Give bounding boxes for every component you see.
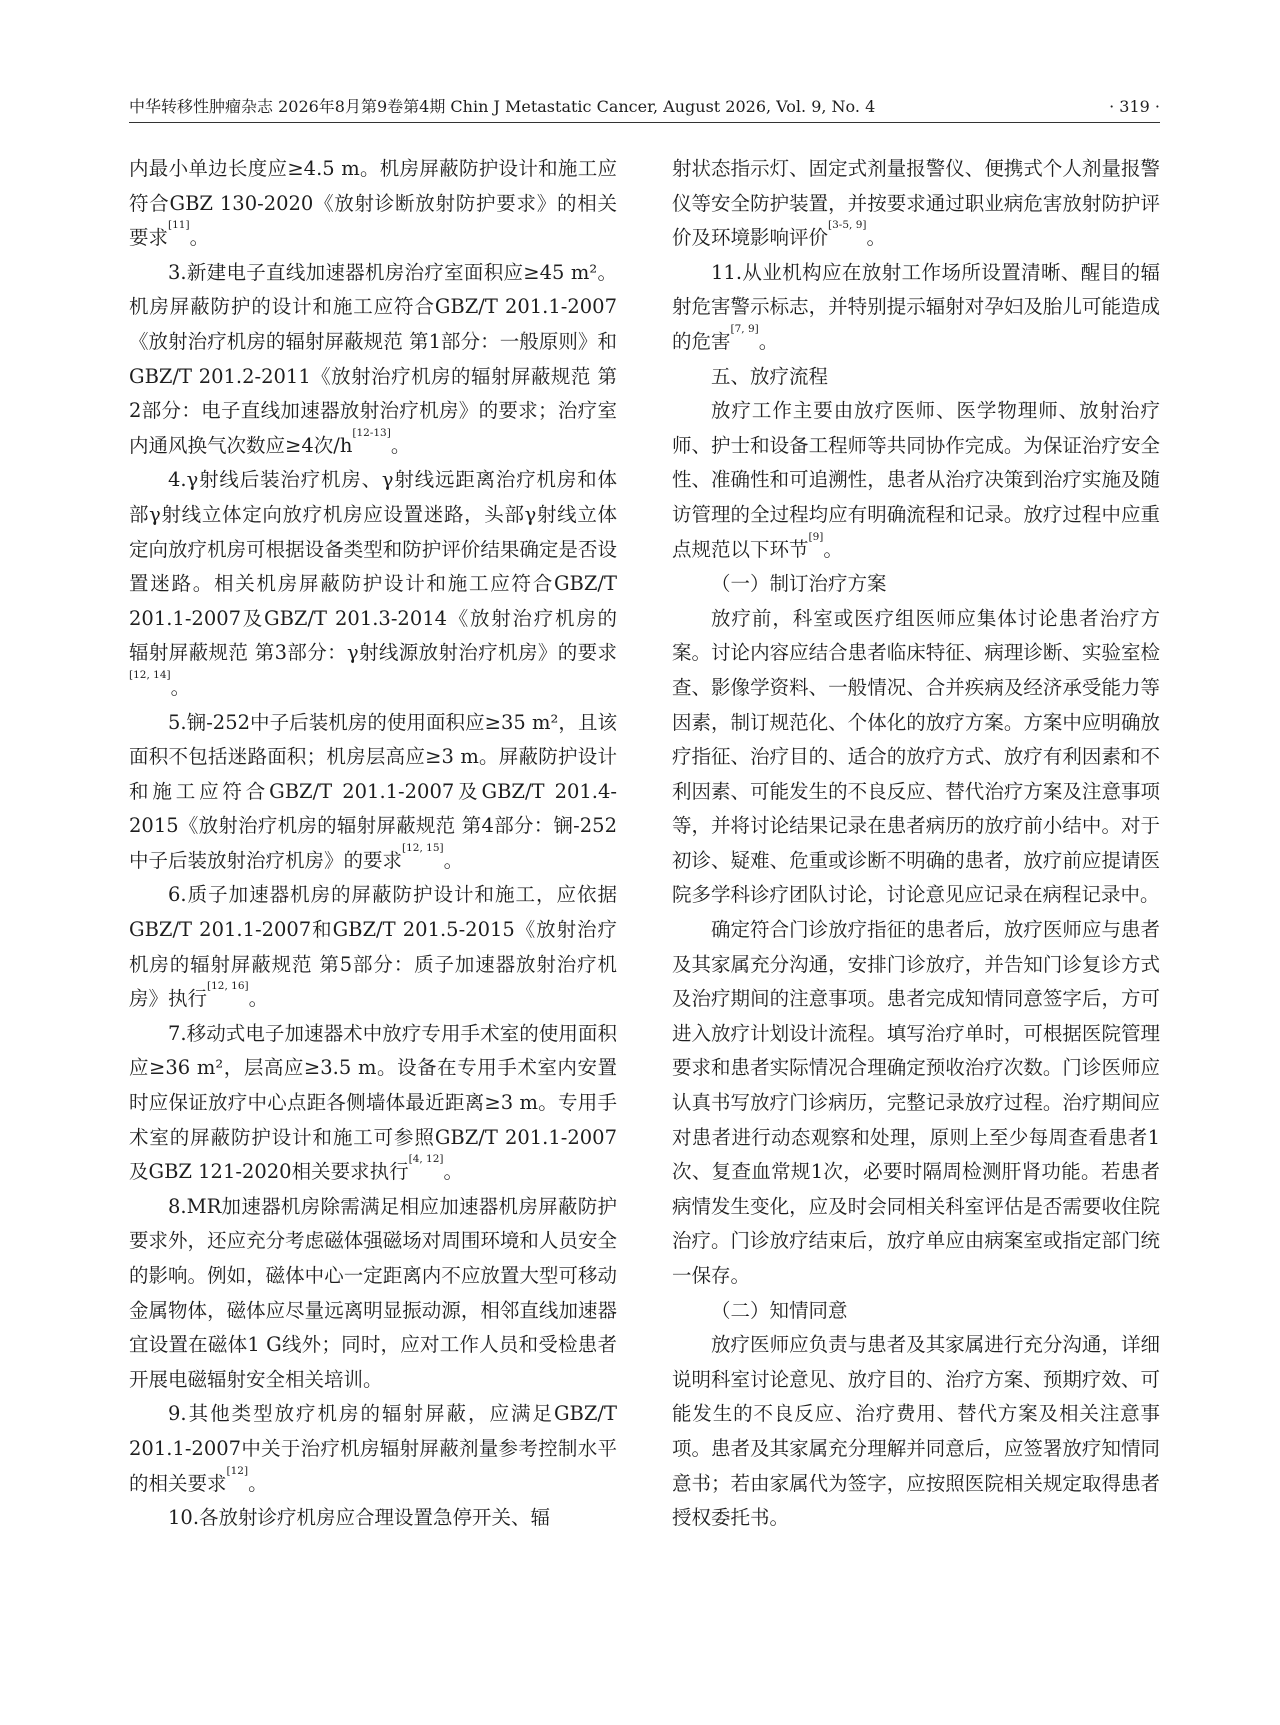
paragraph-text: 9.其他类型放疗机房的辐射屏蔽，应满足GBZ/T 201.1-2007中关于治疗机房辐射屏蔽剂量参考控制水平的相关要求: [129, 1402, 617, 1495]
citation-ref: [7, 9]: [730, 322, 759, 335]
paragraph: [129, 1190, 617, 1398]
paragraph: [129, 1017, 617, 1190]
citation-ref: [3-5, 9]: [828, 219, 867, 232]
paragraph: [672, 602, 1160, 913]
sentence-end: 。: [866, 226, 886, 250]
citation-ref: [12]: [226, 1464, 249, 1477]
paragraph: [129, 706, 617, 879]
paragraph-text: 7.移动式电子加速器术中放疗专用手术室的使用面积应≥36 m²，层高应≥3.5 m。设备在专用手术室内安置时应保证放疗中心点距各侧墙体最近距离≥3 m。专用手术室的屏蔽防护设计和施工可参照GBZ/T 201.1-2007及GBZ 121-2020相关要求执行: [129, 1021, 617, 1184]
paragraph-text: 确定符合门诊放疗指征的患者后，放疗医师应与患者及其家属充分沟通，安排门诊放疗，并告知门诊复诊方式及治疗期间的注意事项。患者完成知情同意签字后，方可进入放疗计划设计流程。填写治疗单时，可根据医院管理要求和患者实际情况合理确定预收治疗次数。门诊医师应认真书写放疗门诊病历，完整记录放疗过程。治疗期间应对患者进行动态观察和处理，原则上至少每周查看患者1次、复查血常规1次，必要时隔周检测肝肾功能。若患者病情发生变化，应及时会同相关科室评估是否需要收住院治疗。门诊放疗结束后，放疗单应由病案室或指定部门统一保存。: [672, 918, 1160, 1287]
paragraph-text: 3.新建电子直线加速器机房治疗室面积应≥45 m²。机房屏蔽防护的设计和施工应符合GBZ/T 201.1-2007《放射治疗机房的辐射屏蔽规范 第1部分：一般原则》和GBZ/T 201.2-2011《放射治疗机房的辐射屏蔽规范 第2部分：电子直线加速器放射治疗机房》的要求；治疗室内通风换气次数应≥4次/h: [129, 260, 617, 457]
paragraph: [672, 152, 1160, 256]
sentence-end: 。: [170, 675, 191, 699]
paragraph-text: 放疗前，科室或医疗组医师应集体讨论患者治疗方案。讨论内容应结合患者临床特征、病理诊断、实验室检查、影像学资料、一般情况、合并疾病及经济承受能力等因素，制订规范化、个体化的放疗方案。方案中应明确放疗指征、治疗目的、适合的放疗方式、放疗有利因素和不利因素、可能发生的不良反应、替代治疗方案及注意事项等，并将讨论结果记录在患者病历的放疗前小结中。对于初诊、疑难、危重或诊断不明确的患者，放疗前应提请医院多学科诊疗团队讨论，讨论意见应记录在病程记录中。: [672, 606, 1160, 907]
sentence-end: 。: [758, 329, 779, 353]
paragraph: [672, 394, 1160, 567]
paragraph: [129, 1501, 617, 1536]
sentence-end: 。: [443, 1160, 464, 1184]
running-header: [129, 92, 1160, 123]
sentence-end: 。: [823, 537, 843, 561]
paragraph-text: 内最小单边长度应≥4.5 m。机房屏蔽防护设计和施工应符合GBZ 130-2020《放射诊断放射防护要求》的相关要求: [129, 157, 617, 250]
section-heading: [672, 567, 1160, 602]
page-number: · 319 ·: [1109, 97, 1160, 116]
paragraph: [129, 152, 617, 256]
left-column: [129, 152, 617, 1536]
sentence-end: 。: [189, 226, 210, 250]
sentence-end: 。: [248, 1471, 268, 1495]
paragraph-text: （二）知情同意: [711, 1298, 848, 1322]
paragraph-text: 5.锎-252中子后装机房的使用面积应≥35 m²，且该面积不包括迷路面积；机房层高应≥3 m。屏蔽防护设计和施工应符合GBZ/T 201.1-2007及GBZ/T 201.4-2015《放射治疗机房的辐射屏蔽规范 第4部分：锎-252中子后装放射治疗机房》的要求: [129, 710, 617, 872]
journal-citation: 中华转移性肿瘤杂志 2026年8月第9卷第4期 Chin J Metastatic Cancer, August 2026, Vol. 9, No. 4: [129, 97, 876, 116]
paragraph-text: （一）制订治疗方案: [711, 572, 887, 596]
citation-ref: [12, 15]: [402, 841, 444, 854]
paragraph: [672, 256, 1160, 360]
section-heading: [672, 360, 1160, 395]
paragraph: [129, 463, 617, 705]
paragraph-text: 11.从业机构应在放射工作场所设置清晰、醒目的辐射危害警示标志，并特别提示辐射对孕妇及胎儿可能造成的危害: [672, 260, 1160, 353]
paragraph: [672, 913, 1160, 1294]
citation-ref: [12-13]: [352, 426, 391, 439]
paragraph: [129, 878, 617, 1016]
right-column: [672, 152, 1160, 1536]
paragraph-text: 放疗工作主要由放疗医师、医学物理师、放射治疗师、护士和设备工程师等共同协作完成。为保证治疗安全性、准确性和可追溯性，患者从治疗决策到治疗实施及随访管理的全过程均应有明确流程和记录。放疗过程中应重点规范以下环节: [672, 399, 1160, 561]
citation-ref: [9]: [808, 530, 824, 543]
paragraph: [129, 256, 617, 464]
paragraph-text: 五、放疗流程: [711, 364, 829, 388]
sentence-end: 。: [443, 848, 464, 872]
citation-ref: [12, 14]: [129, 668, 171, 681]
paragraph-text: 8.MR加速器机房除需满足相应加速器机房屏蔽防护要求外，还应充分考虑磁体强磁场对周围环境和人员安全的影响。例如，磁体中心一定距离内不应放置大型可移动金属物体，磁体应尽量远离明显振动源，相邻直线加速器宜设置在磁体1 G线外；同时，应对工作人员和受检患者开展电磁辐射安全相关培训。: [129, 1194, 617, 1391]
paragraph: [672, 1328, 1160, 1536]
citation-ref: [4, 12]: [408, 1153, 444, 1166]
citation-ref: [12, 16]: [207, 980, 249, 993]
paragraph-text: 放疗医师应负责与患者及其家属进行充分沟通，详细说明科室讨论意见、放疗目的、治疗方案、预期疗效、可能发生的不良反应、治疗费用、替代方案及相关注意事项。患者及其家属充分理解并同意后，应签署放疗知情同意书；若由家属代为签字，应按照医院相关规定取得患者授权委托书。: [672, 1333, 1160, 1530]
sentence-end: 。: [390, 433, 411, 457]
paragraph-text: 射状态指示灯、固定式剂量报警仪、便携式个人剂量报警仪等安全防护装置，并按要求通过职业病危害放射防护评价及环境影响评价: [672, 157, 1160, 250]
section-heading: [672, 1294, 1160, 1329]
paragraph-text: 10.各放射诊疗机房应合理设置急停开关、辐: [168, 1506, 551, 1530]
citation-ref: [11]: [168, 219, 190, 232]
paragraph-text: 4.γ射线后装治疗机房、γ射线远距离治疗机房和体部γ射线立体定向放疗机房应设置迷路，头部γ射线立体定向放疗机房可根据设备类型和防护评价结果确定是否设置迷路。相关机房屏蔽防护设计和施工应符合GBZ/T 201.1-2007及GBZ/T 201.3-2014《放射治疗机房的辐射屏蔽规范 第3部分：γ射线源放射治疗机房》的要求: [129, 468, 617, 665]
paragraph: [129, 1397, 617, 1501]
sentence-end: 。: [248, 987, 269, 1011]
paragraph-text: 6.质子加速器机房的屏蔽防护设计和施工，应依据GBZ/T 201.1-2007和GBZ/T 201.5-2015《放射治疗机房的辐射屏蔽规范 第5部分：质子加速器放射治疗机房》执行: [129, 883, 617, 1011]
